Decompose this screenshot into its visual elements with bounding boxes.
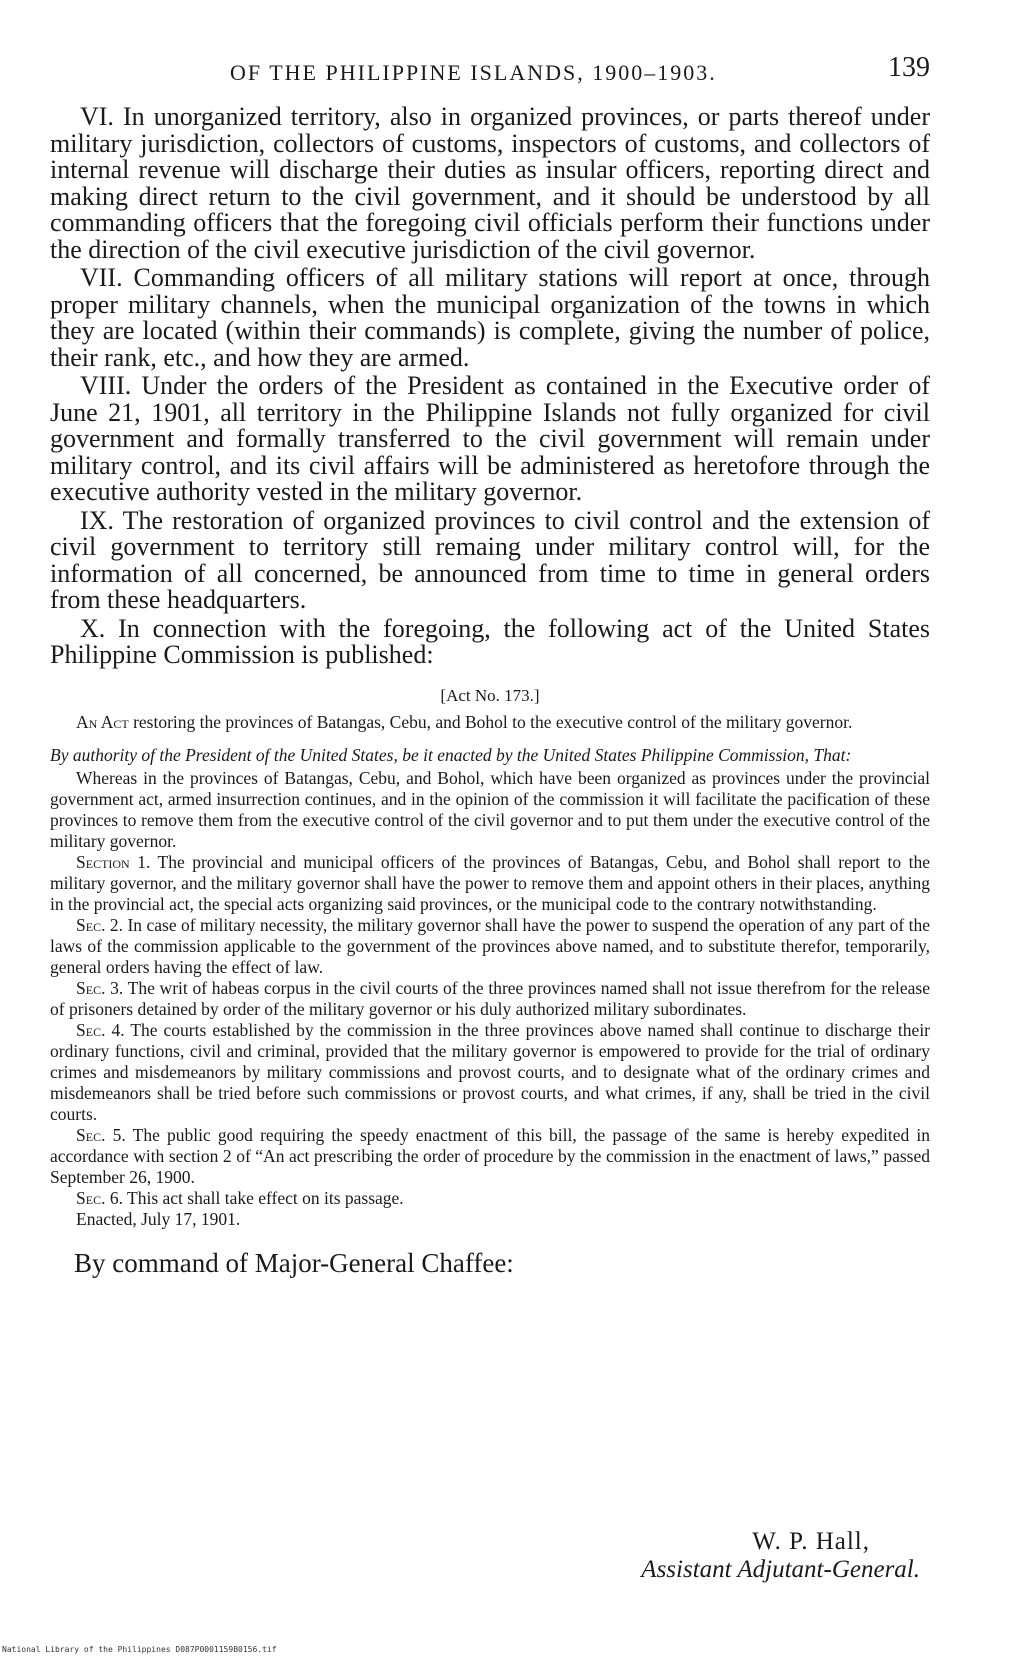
enacting-clause: By authority of the President of the United States, be it enacted by the United States Philippine Commission, That: — [50, 744, 852, 765]
document-body — [50, 104, 930, 1279]
act-title — [50, 712, 930, 733]
paragraph-vii: VII. Commanding officers of all military stations will report at once, through proper military channels, when the municipal organization of the towns in which they are located (within their commands) is complete, giving the number of police, their rank, etc., and how they are armed. — [50, 263, 930, 372]
section-6 — [50, 1188, 930, 1209]
section-1 — [50, 852, 930, 915]
signature-block — [50, 1528, 930, 1584]
section-label: Section 1. — [76, 851, 151, 872]
section-text: The provincial and municipal officers of the provinces of Batangas, Cebu, and Bohol shall report to the military governor, and the military governor shall have the power to remove them and appoint others in their places, anything in the provincial act, the special acts organizing said provinces, or the municipal code to the contrary notwithstanding. — [50, 851, 930, 914]
header-title: OF THE PHILIPPINE ISLANDS, 1900–1903. — [230, 60, 717, 85]
section-text: The writ of habeas corpus in the civil courts of the three provinces named shall not issue therefrom for the release of prisoners detained by order of the military governor or his duly authorized military subordinates. — [50, 977, 930, 1019]
section-label: Sec. 5. — [76, 1124, 126, 1145]
section-label: Sec. 3. — [76, 977, 124, 998]
section-label: Sec. 4. — [76, 1019, 125, 1040]
command-line: By command of Major-General Chaffee: — [74, 1247, 514, 1278]
page-number: 139 — [888, 52, 930, 83]
enacted-date: Enacted, July 17, 1901. — [76, 1208, 241, 1229]
signatory-name: W. P. Hall, — [752, 1528, 870, 1555]
paragraph-x: X. In connection with the foregoing, the following act of the United States Philippine Commission is published: — [50, 613, 930, 669]
whereas-clause: Whereas in the provinces of Batangas, Cebu, and Bohol, which have been organized as provinces under the provincial government act, armed insurrection continues, and in the opinion of the commission it will facilitate the pacification of these provinces to remove them from the executive control of the civil governor and to put them under the executive control of the military governor. — [50, 767, 930, 851]
section-text: This act shall take effect on its passage. — [127, 1187, 404, 1208]
section-text: The courts established by the commission in the three provinces above named shall continue to discharge their ordinary functions, civil and criminal, provided that the military governor is empowered to provide for the trial of ordinary crimes and misdemeanors by military commissions and provost courts, and to designate what of the ordinary crimes and misdemeanors shall be tried before such commissions or provost courts, and what crimes, if any, shall be tried in the civil courts. — [50, 1019, 931, 1124]
section-label: Sec. 2. — [76, 914, 124, 935]
section-label: Sec. 6. — [76, 1187, 123, 1208]
paragraph-vi: VI. In unorganized territory, also in organized provinces, or parts thereof under military jurisdiction, collectors of customs, inspectors of customs, and collectors of internal revenue will discharge their duties as insular officers, reporting direct and making direct return to the civil government, and it should be understood by all commanding officers that the foregoing civil officials perform their functions under the direction of the civil executive jurisdiction of the civil governor. — [50, 102, 930, 264]
section-text: The public good requiring the speedy enactment of this bill, the passage of the same is hereby expedited in accordance with section 2 of “An act prescribing the order of procedure by the commission in the enactment of laws,” passed September 26, 1900. — [50, 1124, 931, 1187]
section-2 — [50, 915, 930, 978]
scan-footer: National Library of the Philippines D087P0001159B0156.tif — [2, 1645, 277, 1654]
act-title-label: An Act — [76, 711, 129, 732]
paragraph-viii: VIII. Under the orders of the President as contained in the Executive order of June 21, 1901, all territory in the Philippine Islands not fully organized for civil government and formally transferred to the civil government will remain under military control, and its civil affairs will be administered as heretofore through the executive authority vested in the military governor. — [50, 371, 930, 506]
section-text: In case of military necessity, the military governor shall have the power to suspend the operation of any part of the laws of the commission applicable to the government of the provinces above named, and to substitute therefor, temporarily, general orders having the effect of law. — [50, 914, 930, 977]
section-3 — [50, 978, 930, 1020]
act-text — [50, 685, 930, 1230]
section-5 — [50, 1125, 930, 1188]
general-order-paragraphs — [50, 104, 930, 669]
paragraph-ix: IX. The restoration of organized provinces to civil control and the extension of civil government to territory still remaing under military control will, for the information of all concerned, be announced from time to time in general orders from these headquarters. — [50, 505, 930, 614]
act-title-text: restoring the provinces of Batangas, Cebu, and Bohol to the executive control of the military governor. — [133, 711, 853, 732]
section-4 — [50, 1020, 930, 1125]
act-number: [Act No. 173.] — [440, 685, 540, 705]
signatory-rank: Assistant Adjutant-General. — [641, 1556, 920, 1583]
